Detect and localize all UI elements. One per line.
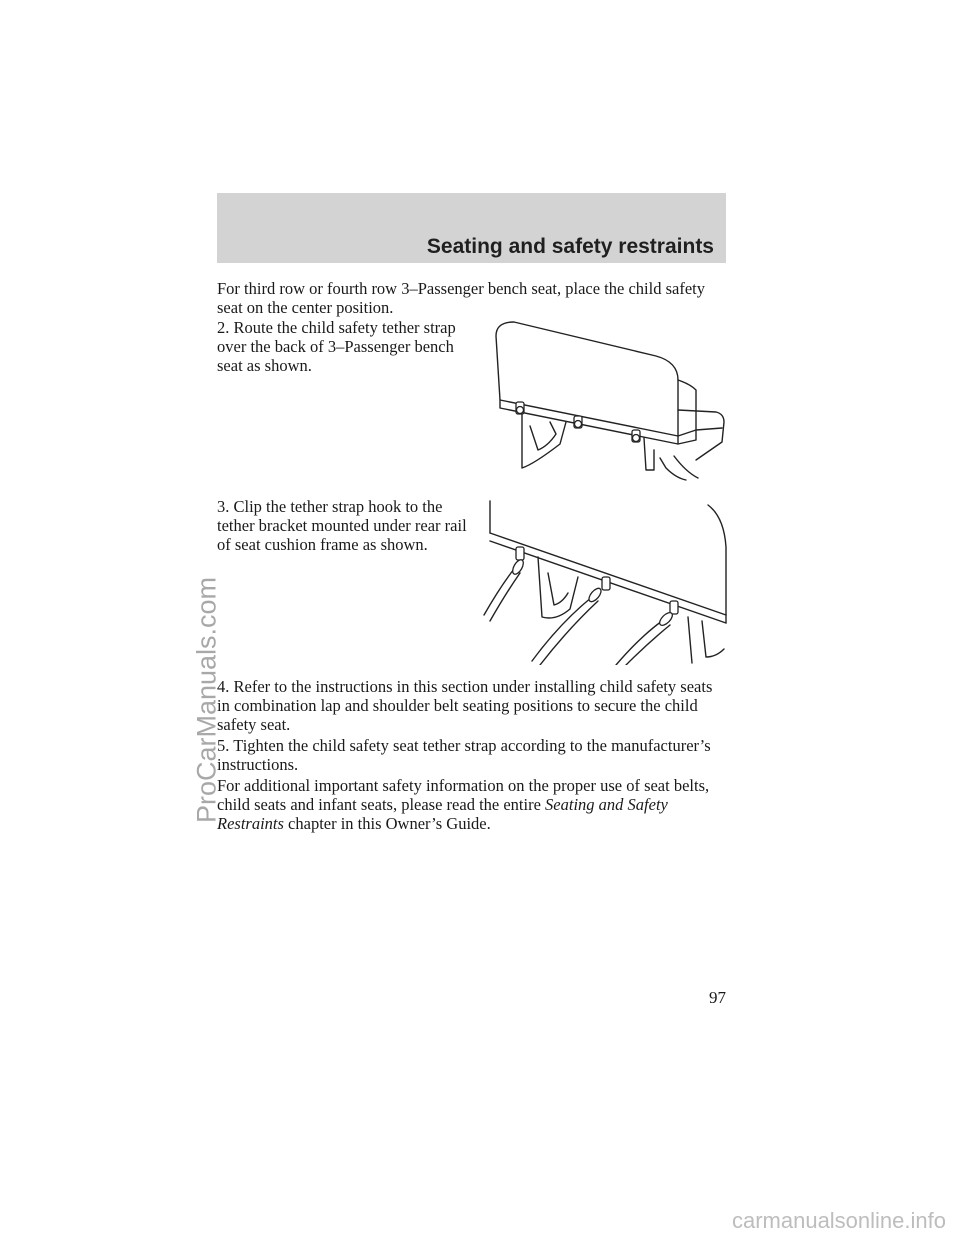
- step-4-paragraph: 4. Refer to the instructions in this section under installing child safety seats in combination lap and shoulder belt seating positions to secure the child safety seat.: [217, 677, 713, 734]
- step-3-paragraph: 3. Clip the tether strap hook to the tether bracket mounted under rear rail of seat cushion frame as shown.: [217, 497, 467, 554]
- tether-hook-illustration: [480, 497, 730, 665]
- step-2-paragraph: 2. Route the child safety tether strap over the back of 3–Passenger bench seat as shown.: [217, 318, 456, 375]
- safety-info-text: For additional important safety information on the proper use of seat belts, child seats and infant seats, please read the entire: [217, 776, 710, 814]
- section-header-band: [217, 193, 726, 263]
- safety-info-paragraph: [217, 776, 727, 833]
- step-5-paragraph: 5. Tighten the child safety seat tether strap according to the manufacturer’s instructions.: [217, 736, 711, 774]
- footer-watermark: carmanualsonline.info: [731, 1208, 946, 1233]
- bench-seat-illustration: [490, 318, 730, 490]
- intro-paragraph: For third row or fourth row 3–Passenger bench seat, place the child safety seat on the center position.: [217, 279, 705, 317]
- section-title: Seating and safety restraints: [426, 235, 714, 258]
- page-number: 97: [709, 988, 726, 1007]
- safety-info-text-end: chapter in this Owner’s Guide.: [288, 814, 491, 833]
- chapter-reference: Seating and Safety Restraints: [217, 795, 668, 833]
- side-watermark: ProCarManuals.com: [191, 576, 222, 824]
